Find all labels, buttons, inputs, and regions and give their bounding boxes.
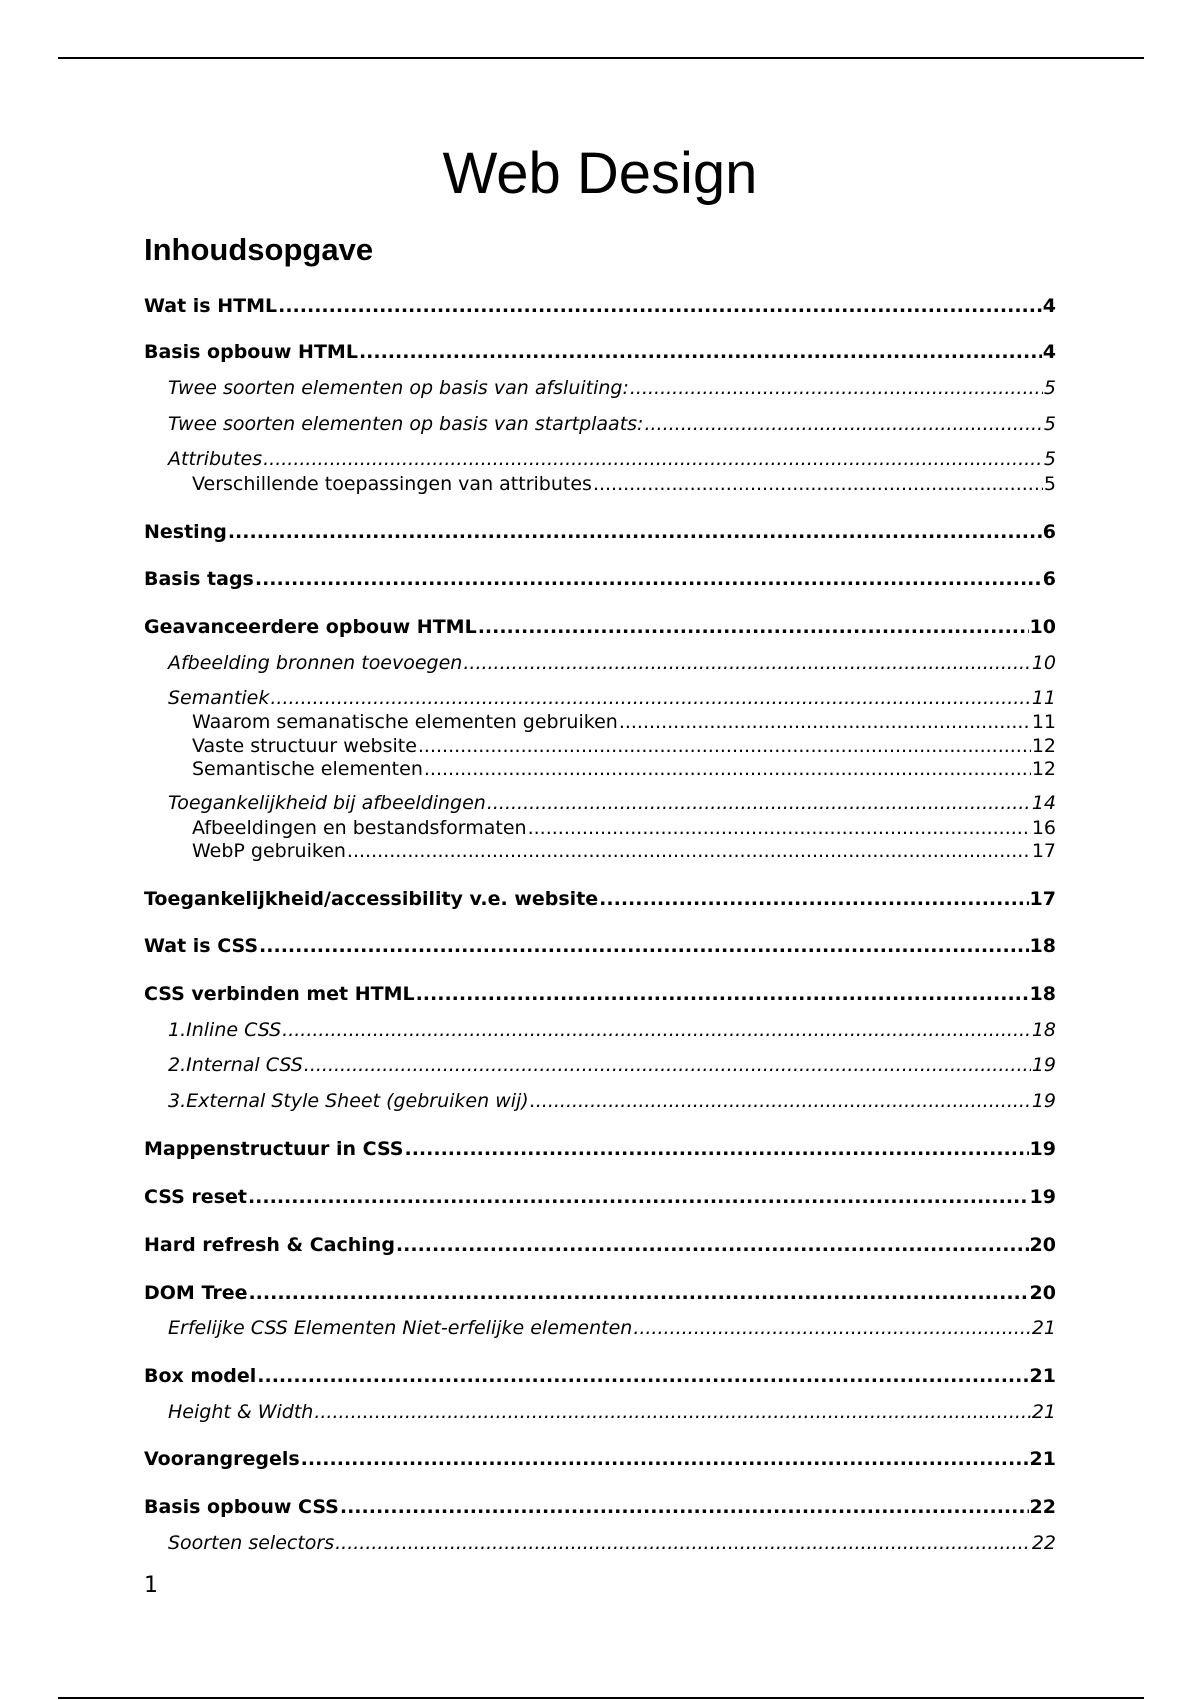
toc-entry-text: Basis tags xyxy=(144,568,254,590)
toc-leader xyxy=(530,1089,1031,1113)
toc-leader xyxy=(347,839,1031,863)
toc-entry[interactable] xyxy=(144,757,1056,781)
toc-leader xyxy=(396,1233,1029,1257)
toc-entry[interactable] xyxy=(144,982,1056,1006)
toc-entry[interactable] xyxy=(144,340,1056,364)
toc-entry[interactable] xyxy=(144,734,1056,758)
toc-entry[interactable] xyxy=(144,1364,1056,1388)
toc-entry-page: 11 xyxy=(1031,687,1056,709)
toc-entry[interactable] xyxy=(144,520,1056,544)
toc-entry-page: 22 xyxy=(1031,1532,1056,1554)
toc-entry-page: 21 xyxy=(1029,1365,1056,1387)
toc-leader xyxy=(633,1316,1031,1340)
toc-entry-text: Wat is CSS xyxy=(144,935,259,957)
toc-entry[interactable] xyxy=(144,710,1056,734)
toc-entry[interactable] xyxy=(144,376,1056,400)
toc-entry-page: 21 xyxy=(1031,1317,1056,1339)
toc-entry-text: Box model xyxy=(144,1365,257,1387)
toc-entry-page: 4 xyxy=(1042,295,1056,317)
toc-entry[interactable] xyxy=(144,791,1056,815)
toc-entry-text: Voorangregels xyxy=(144,1448,300,1470)
toc-entry-text: Attributes xyxy=(168,448,263,470)
toc-entry-text: Hard refresh & Caching xyxy=(144,1234,395,1256)
toc-entry[interactable] xyxy=(144,447,1056,471)
toc-entry-page: 16 xyxy=(1031,817,1056,839)
toc-entry[interactable] xyxy=(144,1137,1056,1161)
toc-leader xyxy=(255,567,1042,591)
toc-entry-page: 18 xyxy=(1029,983,1056,1005)
toc-entry-text: Toegankelijkheid/accessibility v.e. website xyxy=(144,888,599,910)
toc-entry-text: Afbeeldingen en bestandsformaten xyxy=(192,817,527,839)
toc-leader xyxy=(248,1281,1028,1305)
toc-entry[interactable] xyxy=(144,294,1056,318)
toc-entry-text: Semantiek xyxy=(168,687,270,709)
toc-entry-page: 11 xyxy=(1031,711,1056,733)
toc-entry-text: Mappenstructuur in CSS xyxy=(144,1138,404,1160)
toc-entry-text: Afbeelding bronnen toevoegen xyxy=(168,652,463,674)
toc-entry-page: 5 xyxy=(1043,448,1056,470)
toc-entry-page: 22 xyxy=(1029,1496,1056,1518)
toc-entry[interactable] xyxy=(144,1185,1056,1209)
toc-entry-text: WebP gebruiken xyxy=(192,840,346,862)
toc-entry-page: 19 xyxy=(1029,1138,1056,1160)
toc-entry-page: 17 xyxy=(1029,888,1056,910)
toc-entry[interactable] xyxy=(144,839,1056,863)
toc-entry-text: 3.External Style Sheet (gebruiken wij) xyxy=(168,1090,529,1112)
toc-entry-text: Semantische elementen xyxy=(192,758,423,780)
toc-leader xyxy=(463,651,1030,675)
toc-leader xyxy=(478,615,1029,639)
toc-entry-page: 19 xyxy=(1031,1090,1056,1112)
toc-entry-text: Erfelijke CSS Elementen Niet-erfelijke elementen xyxy=(168,1317,633,1339)
toc-entry-page: 21 xyxy=(1031,1401,1056,1423)
toc-leader xyxy=(335,1531,1031,1555)
toc-leader xyxy=(528,816,1031,840)
toc-entry-text: Geavanceerdere opbouw HTML xyxy=(144,616,477,638)
toc-entry-page: 12 xyxy=(1031,758,1056,780)
toc-entry-text: Waarom semanatische elementen gebruiken xyxy=(192,711,618,733)
toc-leader xyxy=(248,1185,1029,1209)
toc-entry-page: 18 xyxy=(1029,935,1056,957)
toc-leader xyxy=(314,1400,1030,1424)
table-of-contents xyxy=(144,0,1056,1700)
toc-entry[interactable] xyxy=(144,1495,1056,1519)
toc-entry[interactable] xyxy=(144,1089,1056,1113)
toc-entry[interactable] xyxy=(144,934,1056,958)
toc-entry-text: Wat is HTML xyxy=(144,295,278,317)
toc-entry-text: Height & Width xyxy=(168,1401,314,1423)
toc-entry[interactable] xyxy=(144,816,1056,840)
toc-entry[interactable] xyxy=(144,472,1056,496)
toc-entry-text: Verschillende toepassingen van attributes xyxy=(192,473,592,495)
toc-entry-page: 4 xyxy=(1042,341,1056,363)
toc-entry-page: 18 xyxy=(1031,1019,1056,1041)
toc-entry-text: Twee soorten elementen op basis van startplaats: xyxy=(168,413,644,435)
toc-leader xyxy=(644,412,1042,436)
toc-entry-page: 5 xyxy=(1043,413,1056,435)
toc-entry[interactable] xyxy=(144,1281,1056,1305)
toc-entry-page: 19 xyxy=(1029,1186,1056,1208)
toc-entry-text: Nesting xyxy=(144,521,227,543)
toc-leader xyxy=(257,1364,1028,1388)
toc-entry[interactable] xyxy=(144,1531,1056,1555)
toc-entry-text: Basis opbouw CSS xyxy=(144,1496,339,1518)
toc-entry-text: CSS verbinden met HTML xyxy=(144,983,415,1005)
toc-entry[interactable] xyxy=(144,567,1056,591)
footer-rule xyxy=(58,1697,1144,1699)
toc-entry-page: 10 xyxy=(1029,616,1056,638)
toc-entry[interactable] xyxy=(144,1316,1056,1340)
toc-entry-page: 20 xyxy=(1029,1282,1056,1304)
toc-entry-text: Soorten selectors xyxy=(168,1532,335,1554)
toc-leader xyxy=(404,1137,1028,1161)
toc-leader xyxy=(340,1495,1029,1519)
toc-entry[interactable] xyxy=(144,686,1056,710)
toc-leader xyxy=(263,447,1043,471)
toc-entry-text: 2.Internal CSS xyxy=(168,1054,303,1076)
toc-leader xyxy=(228,520,1042,544)
toc-entry-page: 20 xyxy=(1029,1234,1056,1256)
toc-entry[interactable] xyxy=(144,1400,1056,1424)
toc-leader xyxy=(593,472,1043,496)
toc-leader xyxy=(270,686,1030,710)
toc-entry[interactable] xyxy=(144,412,1056,436)
toc-entry[interactable] xyxy=(144,1447,1056,1471)
toc-leader xyxy=(304,1053,1031,1077)
toc-entry[interactable] xyxy=(144,1233,1056,1257)
toc-leader xyxy=(259,934,1029,958)
toc-entry[interactable] xyxy=(144,615,1056,639)
toc-entry-text: 1.Inline CSS xyxy=(168,1019,282,1041)
toc-entry-page: 19 xyxy=(1031,1054,1056,1076)
toc-leader xyxy=(599,887,1028,911)
toc-leader xyxy=(619,710,1031,734)
toc-entry-page: 5 xyxy=(1043,377,1056,399)
toc-entry-page: 6 xyxy=(1042,521,1056,543)
toc-entry-text: Toegankelijkheid bij afbeeldingen xyxy=(168,792,486,814)
toc-entry-page: 17 xyxy=(1031,840,1056,862)
toc-entry-page: 5 xyxy=(1043,473,1056,495)
toc-leader xyxy=(282,1018,1031,1042)
toc-leader xyxy=(359,340,1042,364)
toc-leader xyxy=(301,1447,1029,1471)
toc-entry-text: Twee soorten elementen op basis van afsluiting: xyxy=(168,377,629,399)
toc-leader xyxy=(416,982,1029,1006)
toc-leader xyxy=(418,734,1031,758)
toc-entry-text: Basis opbouw HTML xyxy=(144,341,358,363)
toc-entry-page: 6 xyxy=(1042,568,1056,590)
toc-entry-page: 21 xyxy=(1029,1448,1056,1470)
toc-entry[interactable] xyxy=(144,1053,1056,1077)
toc-entry[interactable] xyxy=(144,1018,1056,1042)
toc-leader xyxy=(278,294,1042,318)
toc-entry-text: CSS reset xyxy=(144,1186,247,1208)
toc-leader xyxy=(630,376,1043,400)
toc-entry[interactable] xyxy=(144,887,1056,911)
document-title: Web Design xyxy=(442,141,758,206)
toc-entry-page: 14 xyxy=(1031,792,1056,814)
toc-entry-text: DOM Tree xyxy=(144,1282,248,1304)
toc-heading: Inhoudsopgave xyxy=(144,232,374,267)
toc-entry[interactable] xyxy=(144,651,1056,675)
page-number: 1 xyxy=(144,1573,158,1598)
toc-entry-page: 10 xyxy=(1031,652,1056,674)
toc-entry-page: 12 xyxy=(1031,735,1056,757)
toc-entry-text: Vaste structuur website xyxy=(192,735,417,757)
toc-leader xyxy=(487,791,1031,815)
toc-leader xyxy=(424,757,1031,781)
